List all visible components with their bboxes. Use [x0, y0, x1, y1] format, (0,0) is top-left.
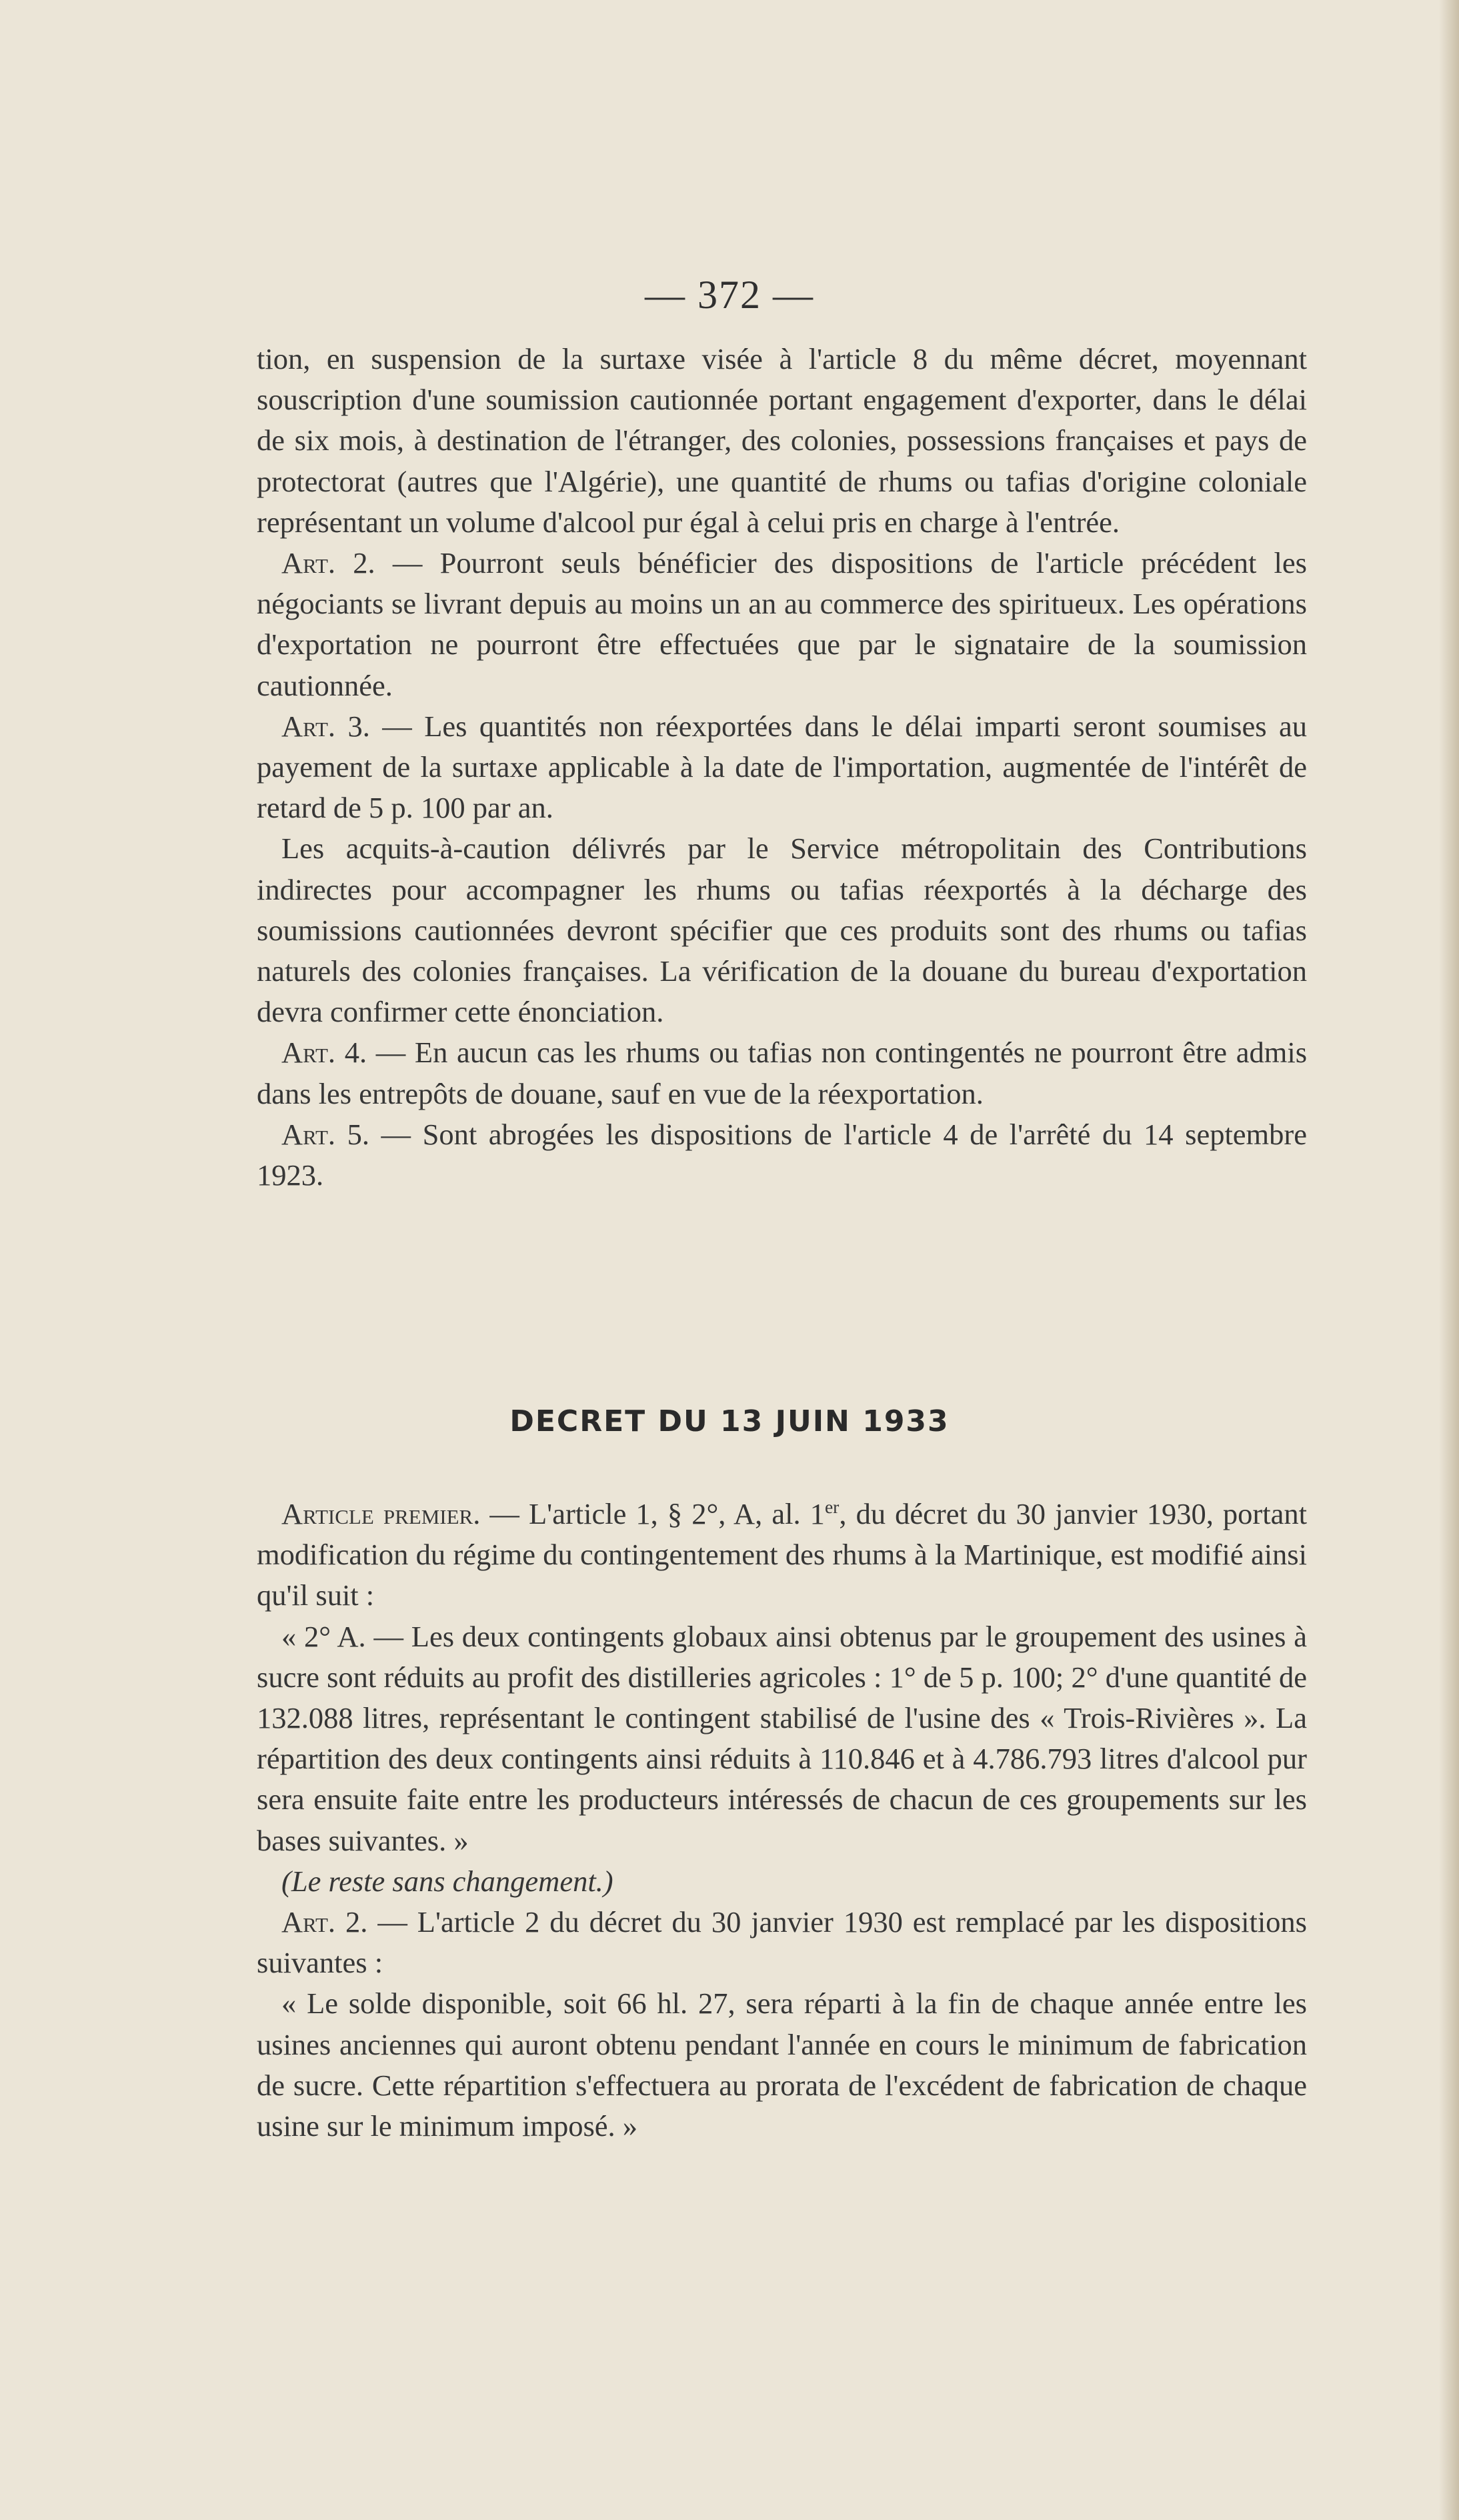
- paragraph-continuation: tion, en suspension de la surtaxe visée à l'article 8 du même décret, moyennant souscription d'une soumission cautionnée portant engagement d'exporter, dans le délai de six mois, à destination de l'étranger, des colonies, possessions françaises et pays de protectorat (autres que l'Algérie), une quantité de rhums ou tafias d'origine coloniale représentant un volume d'alcool pur égal à celui pris en charge à l'entrée.: [257, 342, 1307, 539]
- paragraph-article-premier: Article premier. — L'article 1, § 2°, A, al. 1er, du décret du 30 janvier 1930, portant modification du régime du contingentement des rhums à la Martinique, est modifié ainsi qu'il suit :: [257, 1496, 1307, 1612]
- paragraph-art-4: Art. 4. — En aucun cas les rhums ou tafias non contingentés ne pourront être admis dans les entrepôts de douane, sauf en vue de la réexportation.: [257, 1036, 1308, 1110]
- article-lead: Art. 3.: [281, 709, 370, 743]
- paragraph-acquits: Les acquits-à-caution délivrés par le Service métropolitain des Contributions indirectes pour accompagner les rhums ou tafias réexportés à la décharge des soumissions cautionnées devront spécifier que ces produits sont des rhums ou tafias naturels des colonies françaises. La vérification de la douane du bureau d'exportation devra confirmer cette énonciation.: [257, 832, 1307, 1029]
- article-lead: Article premier.: [281, 1497, 481, 1530]
- page-number: — 372 —: [645, 273, 814, 317]
- paragraph-art-2: Art. 2. — Pourront seuls bénéficier des dispositions de l'article précédent les négociants se livrant depuis au moins un an au commerce des spiritueux. Les opérations d'exportation ne pourront être effectuées que par le signataire de la soumission cautionnée.: [257, 546, 1307, 702]
- article-lead: Art. 2.: [281, 1905, 368, 1939]
- decree-text: [257, 1494, 1307, 2147]
- paragraph-art-3: Art. 3. — Les quantités non réexportées dans le délai imparti seront soumises au payement de la surtaxe applicable à la date de l'importation, augmentée de l'intérêt de retard de 5 p. 100 par an.: [257, 709, 1308, 825]
- decree-continuation-text: [257, 339, 1307, 1196]
- superscript: er: [824, 1496, 840, 1518]
- paragraph-art-2-decree: Art. 2. — L'article 2 du décret du 30 janvier 1930 est remplacé par les dispositions suivantes :: [257, 1905, 1308, 1980]
- paragraph-quote-2a: « 2° A. — Les deux contingents globaux ainsi obtenus par le groupement des usines à sucre sont réduits au profit des distilleries agricoles : 1° de 5 p. 100; 2° d'une quantité de 132.088 litres, représentant le contingent stabilisé de l'usine des « Trois-Rivières ». La répartition des deux contingents ainsi réduits à 110.846 et à 4.786.793 litres d'alcool pur sera ensuite faite entre les producteurs intéressés de chacun de ces groupements sur les bases suivantes. »: [257, 1619, 1307, 1857]
- paragraph-final-quote: « Le solde disponible, soit 66 hl. 27, sera réparti à la fin de chaque année entre les usines anciennes qui auront obtenu pendant l'année en cours le minimum de fabrication de sucre. Cette répartition s'effectuera au prorata de l'excédent de fabrication de chaque usine sur le minimum imposé. »: [257, 1987, 1307, 2143]
- article-lead: Art. 4.: [281, 1036, 367, 1070]
- paragraph-art-5: Art. 5. — Sont abrogées les dispositions de l'article 4 de l'arrêté du 14 septembre 1923.: [257, 1117, 1307, 1192]
- paragraph-rest-note: (Le reste sans changement.): [281, 1864, 613, 1898]
- decree-heading: DECRET DU 13 JUIN 1933: [509, 1404, 950, 1438]
- page-edge: [1439, 0, 1459, 2520]
- article-lead: Art. 2.: [281, 546, 375, 580]
- article-lead: Art. 5.: [281, 1117, 369, 1151]
